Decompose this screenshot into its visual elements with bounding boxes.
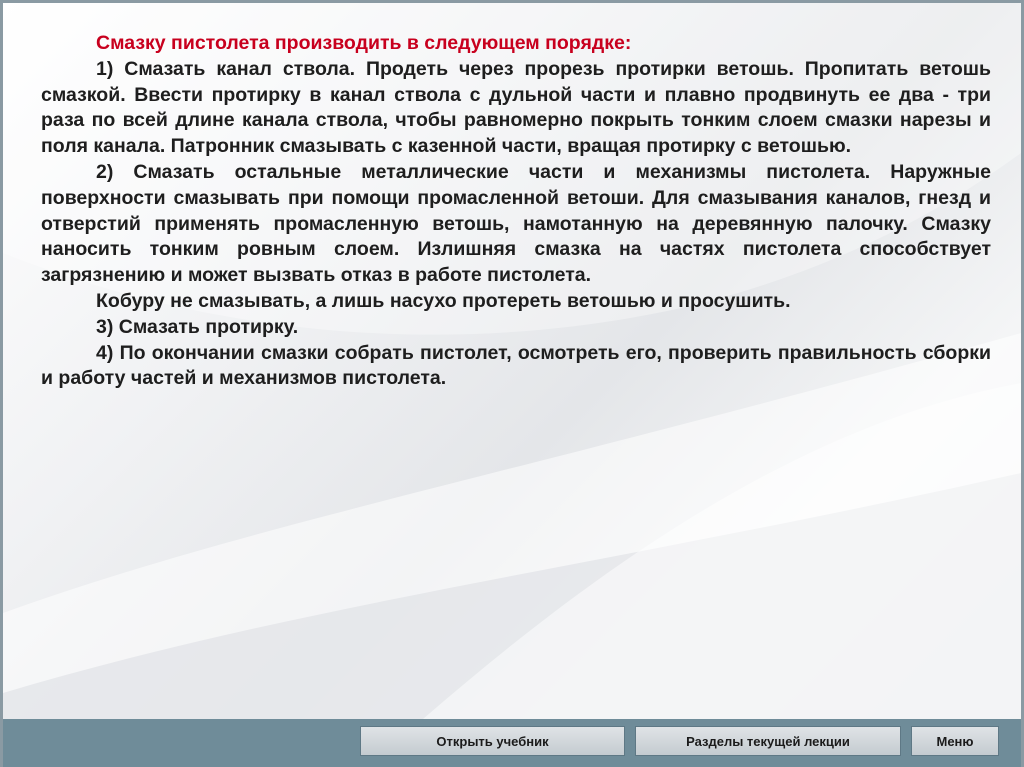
paragraph-step-3: 3) Смазать протирку. [96, 315, 299, 338]
lesson-text [41, 31, 991, 392]
menu-button[interactable]: Меню [911, 726, 999, 756]
paragraph-step-4: 4) По окончании смазки собрать пистолет, осмотреть его, проверить правильность сборки и работу частей и механизмов пистолета. [41, 341, 991, 390]
paragraph-holster: Кобуру не смазывать, а лишь насухо протереть ветошью и просушить. [96, 289, 791, 312]
paragraph-step-2: 2) Смазать остальные металлические части и механизмы пистолета. Наружные поверхности смазывать при помощи промасленной ветоши. Для смазывания каналов, гнезд и отверстий применять промасленную ветошь, намотанную на деревянную палочку. Смазку наносить тонким ровным слоем. Излишняя смазка на частях пистолета способствует загрязнению и может вызвать отказ в работе пистолета. [41, 160, 991, 287]
open-textbook-button[interactable]: Открыть учебник [360, 726, 625, 756]
navigation-bar [3, 719, 1021, 767]
paragraph-step-1: 1) Смазать канал ствола. Продеть через прорезь протирки ветошь. Пропитать ветошь смазкой. Ввести протирку в канал ствола с дульной части и плавно продвинуть ее два - три раза по всей длине канала ствола, чтобы равномерно покрыть тонким слоем смазки нарезы и поля канала. Патронник смазывать с казенной части, вращая протирку с ветошью. [41, 57, 991, 158]
section-heading: Смазку пистолета производить в следующем порядке: [96, 32, 632, 54]
lecture-sections-button[interactable]: Разделы текущей лекции [635, 726, 901, 756]
